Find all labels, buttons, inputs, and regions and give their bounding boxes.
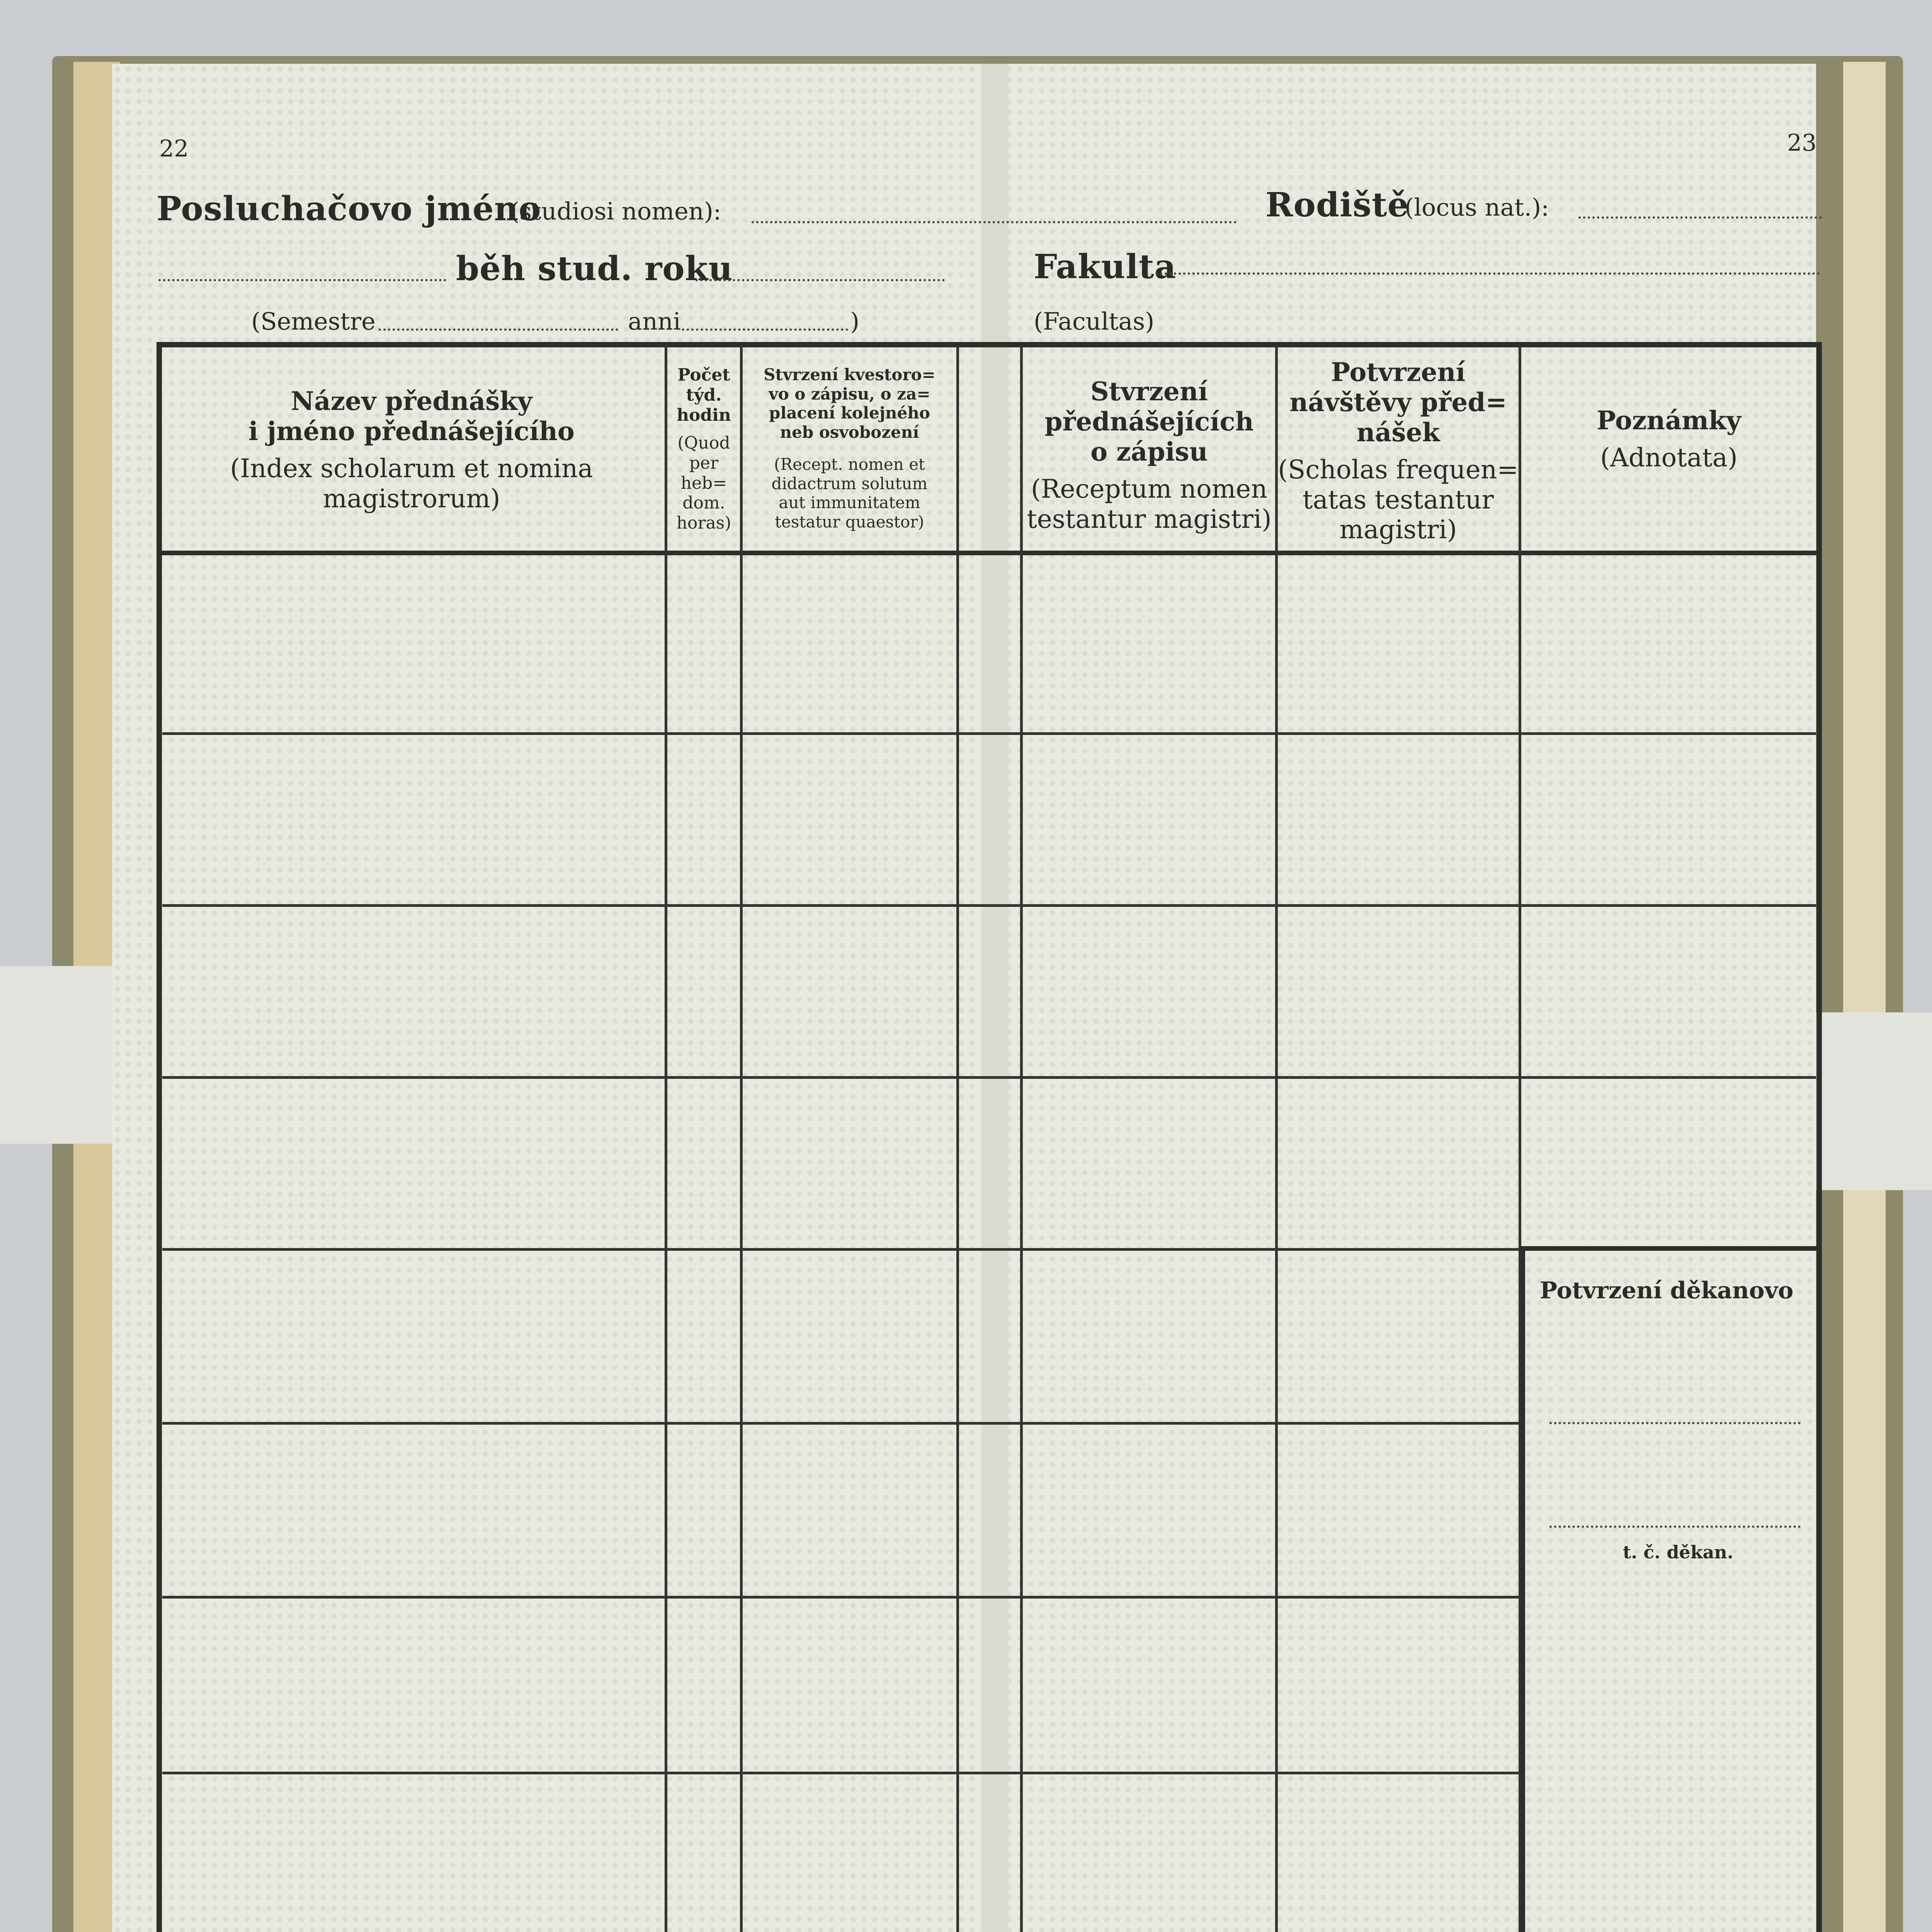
header-title: neb osvobození — [780, 422, 919, 442]
table-header-divider — [156, 551, 1822, 555]
column-header-lecturer-receipt — [1023, 377, 1275, 534]
header-latin: didactrum solutum — [771, 474, 928, 493]
page-stack-right — [1843, 62, 1886, 1932]
header-latin: heb= — [680, 473, 727, 493]
header-title: Stvrzení — [1090, 376, 1208, 406]
header-latin: (Index scholarum et nomina — [230, 453, 593, 483]
header-latin: (Adnotata) — [1600, 442, 1738, 473]
table-row-divider — [162, 1596, 1520, 1599]
table-row-divider — [162, 1076, 1816, 1079]
column-divider — [956, 346, 959, 1932]
faculty-latin: (Facultas) — [1034, 307, 1155, 335]
column-divider — [1020, 346, 1023, 1932]
column-divider — [665, 346, 667, 1932]
header-latin: magistrorum) — [323, 483, 500, 514]
header-title: týd. — [686, 385, 722, 405]
column-header-attendance — [1278, 357, 1519, 545]
page-number-left: 22 — [159, 135, 189, 162]
semester-latin-close: ) — [850, 307, 860, 335]
header-title: vo o zápisu, o za= — [769, 384, 930, 403]
header-title: Název přednášky — [291, 386, 532, 416]
header-latin: per — [689, 453, 719, 473]
header-latin: (Quod — [677, 433, 730, 453]
header-latin: horas) — [676, 513, 731, 533]
dean-date-line[interactable] — [1549, 1526, 1801, 1528]
semester-label: běh stud. roku — [456, 249, 733, 288]
student-name-label: Posluchačovo jméno — [156, 189, 541, 228]
column-header-hours — [668, 365, 740, 533]
year-field[interactable] — [696, 279, 945, 281]
header-title: Poznámky — [1596, 405, 1742, 435]
header-title: přednášejících — [1044, 406, 1254, 437]
column-divider — [740, 346, 743, 1932]
student-name-latin: (studiosi nomen): — [510, 197, 721, 225]
birthplace-field[interactable] — [1578, 216, 1822, 219]
birthplace-latin: (locus nat.): — [1405, 193, 1549, 221]
header-title: i jméno přednášejícího — [248, 416, 575, 446]
header-title: nášek — [1356, 417, 1440, 447]
year-latin-dots — [682, 328, 848, 331]
header-latin: (Receptum nomen — [1031, 474, 1267, 504]
dean-confirmation-title: Potvrzení děkanovo — [1540, 1277, 1794, 1304]
dean-confirmation-box — [1520, 1246, 1822, 1932]
header-title: o zápisu — [1090, 436, 1208, 467]
header-latin: testantur magistri) — [1027, 504, 1272, 534]
table-row-divider — [162, 1772, 1520, 1774]
column-divider — [1275, 346, 1278, 1932]
semester-latin: (Semestre — [251, 307, 376, 335]
column-header-lecture — [162, 386, 661, 514]
semester-latin-dots — [379, 328, 618, 331]
column-header-quaestor — [743, 365, 956, 531]
student-name-field[interactable] — [752, 221, 1236, 223]
header-latin: tatas testantur — [1303, 485, 1494, 515]
header-title: návštěvy před= — [1289, 387, 1507, 417]
header-latin: dom. — [682, 493, 725, 513]
header-latin: (Recept. nomen et — [774, 455, 925, 474]
header-title: Stvrzení kvestoro= — [764, 365, 935, 384]
header-latin: (Scholas frequen= — [1278, 454, 1519, 485]
header-title: Počet — [677, 365, 730, 385]
faculty-label: Fakulta — [1034, 247, 1177, 286]
table-row-divider — [162, 904, 1816, 907]
header-latin: testatur quaestor) — [775, 512, 924, 531]
header-title: Potvrzení — [1331, 357, 1466, 387]
header-latin: magistri) — [1339, 515, 1457, 545]
table-row-divider — [162, 1422, 1520, 1425]
header-title: placení kolejného — [769, 403, 930, 423]
birthplace-label: Rodiště — [1265, 185, 1409, 224]
dean-signature-label: t. č. děkan. — [1623, 1542, 1733, 1563]
year-latin: anni — [628, 307, 681, 335]
table-row-divider — [162, 732, 1816, 735]
header-latin: aut immunitatem — [779, 493, 920, 512]
table-row-divider — [162, 1248, 1520, 1251]
paper-tab-right — [1812, 1012, 1932, 1190]
page-number-right: 23 — [1787, 129, 1817, 156]
semester-field[interactable] — [158, 279, 446, 281]
header-title: hodin — [677, 405, 731, 425]
faculty-field[interactable] — [1155, 272, 1820, 275]
dean-signature-line[interactable] — [1549, 1422, 1801, 1424]
column-header-notes — [1521, 406, 1816, 473]
